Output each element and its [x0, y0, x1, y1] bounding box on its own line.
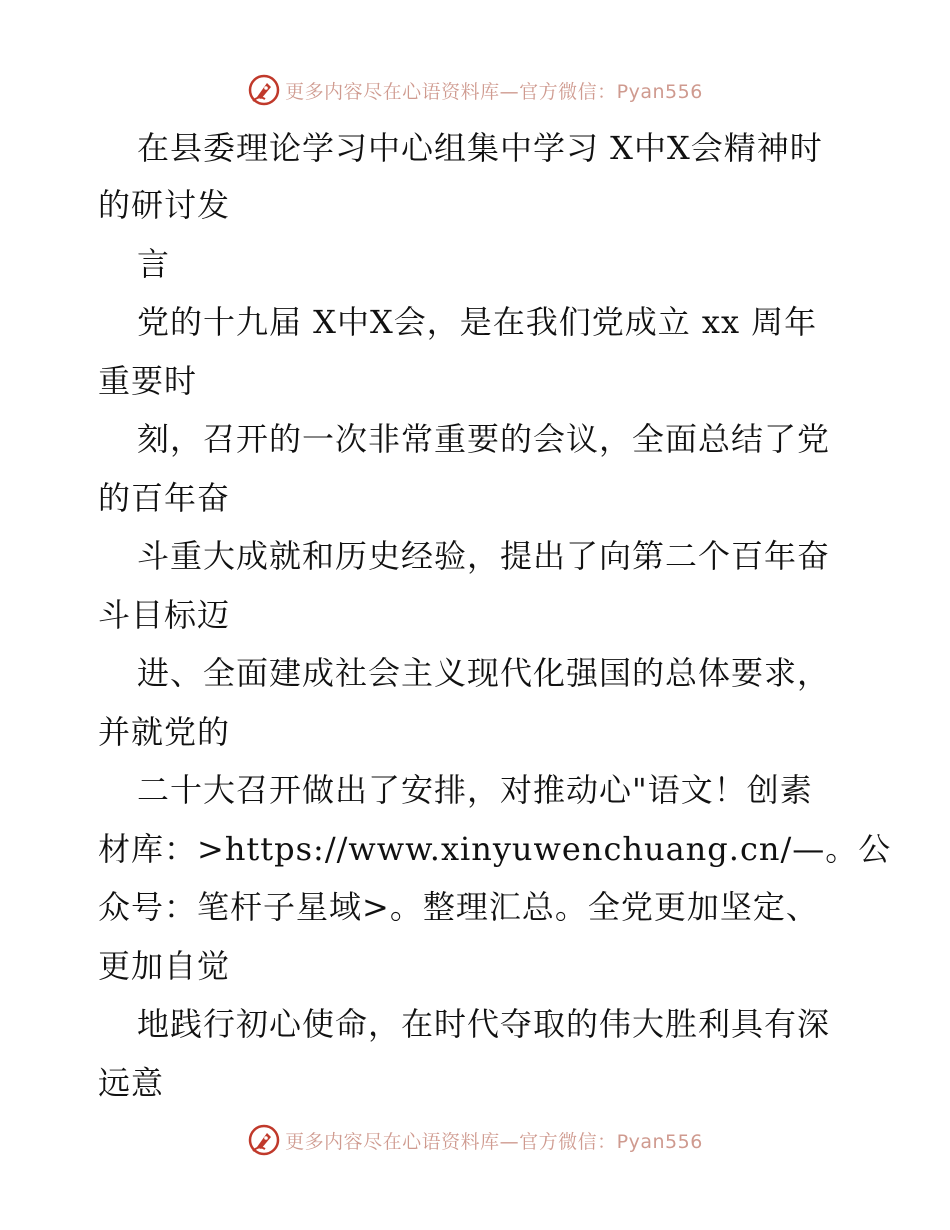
text-line: 材库：>https://www.xinyuwenchuang.cn/—。公 [98, 830, 892, 868]
text-line: 更加自觉 [98, 947, 231, 985]
text-line: 在县委理论学习中心组集中学习 X中X会精神时 [137, 129, 823, 167]
pen-nib-icon [247, 1123, 281, 1157]
watermark-text: 更多内容尽在心语资料库—官方微信：Pyan556 [285, 80, 703, 103]
text-line: 并就党的 [98, 713, 231, 751]
text-line: 言 [137, 245, 171, 283]
text-line: 远意 [98, 1064, 165, 1102]
footer-watermark [0, 1120, 950, 1160]
text-line: 众号：笔杆子星域>。整理汇总。全党更加坚定、 [98, 888, 819, 926]
text-line: 斗重大成就和历史经验，提出了向第二个百年奋 [137, 537, 831, 575]
text-line: 的研讨发 [98, 186, 231, 224]
text-line: 重要时 [98, 362, 198, 400]
text-line: 地践行初心使命，在时代夺取的伟大胜利具有深 [137, 1005, 831, 1043]
text-line: 党的十九届 X中X会，是在我们党成立 xx 周年 [137, 303, 818, 341]
text-line: 二十大召开做出了安排，对推动心"语文！创素 [137, 771, 813, 809]
text-line: 的百年奋 [98, 479, 231, 517]
text-line: 进、全面建成社会主义现代化强国的总体要求， [137, 654, 831, 692]
text-line: 刻，召开的一次非常重要的会议，全面总结了党 [137, 420, 831, 458]
watermark-text: 更多内容尽在心语资料库—官方微信：Pyan556 [285, 1130, 703, 1153]
text-line: 斗目标迈 [98, 596, 231, 634]
